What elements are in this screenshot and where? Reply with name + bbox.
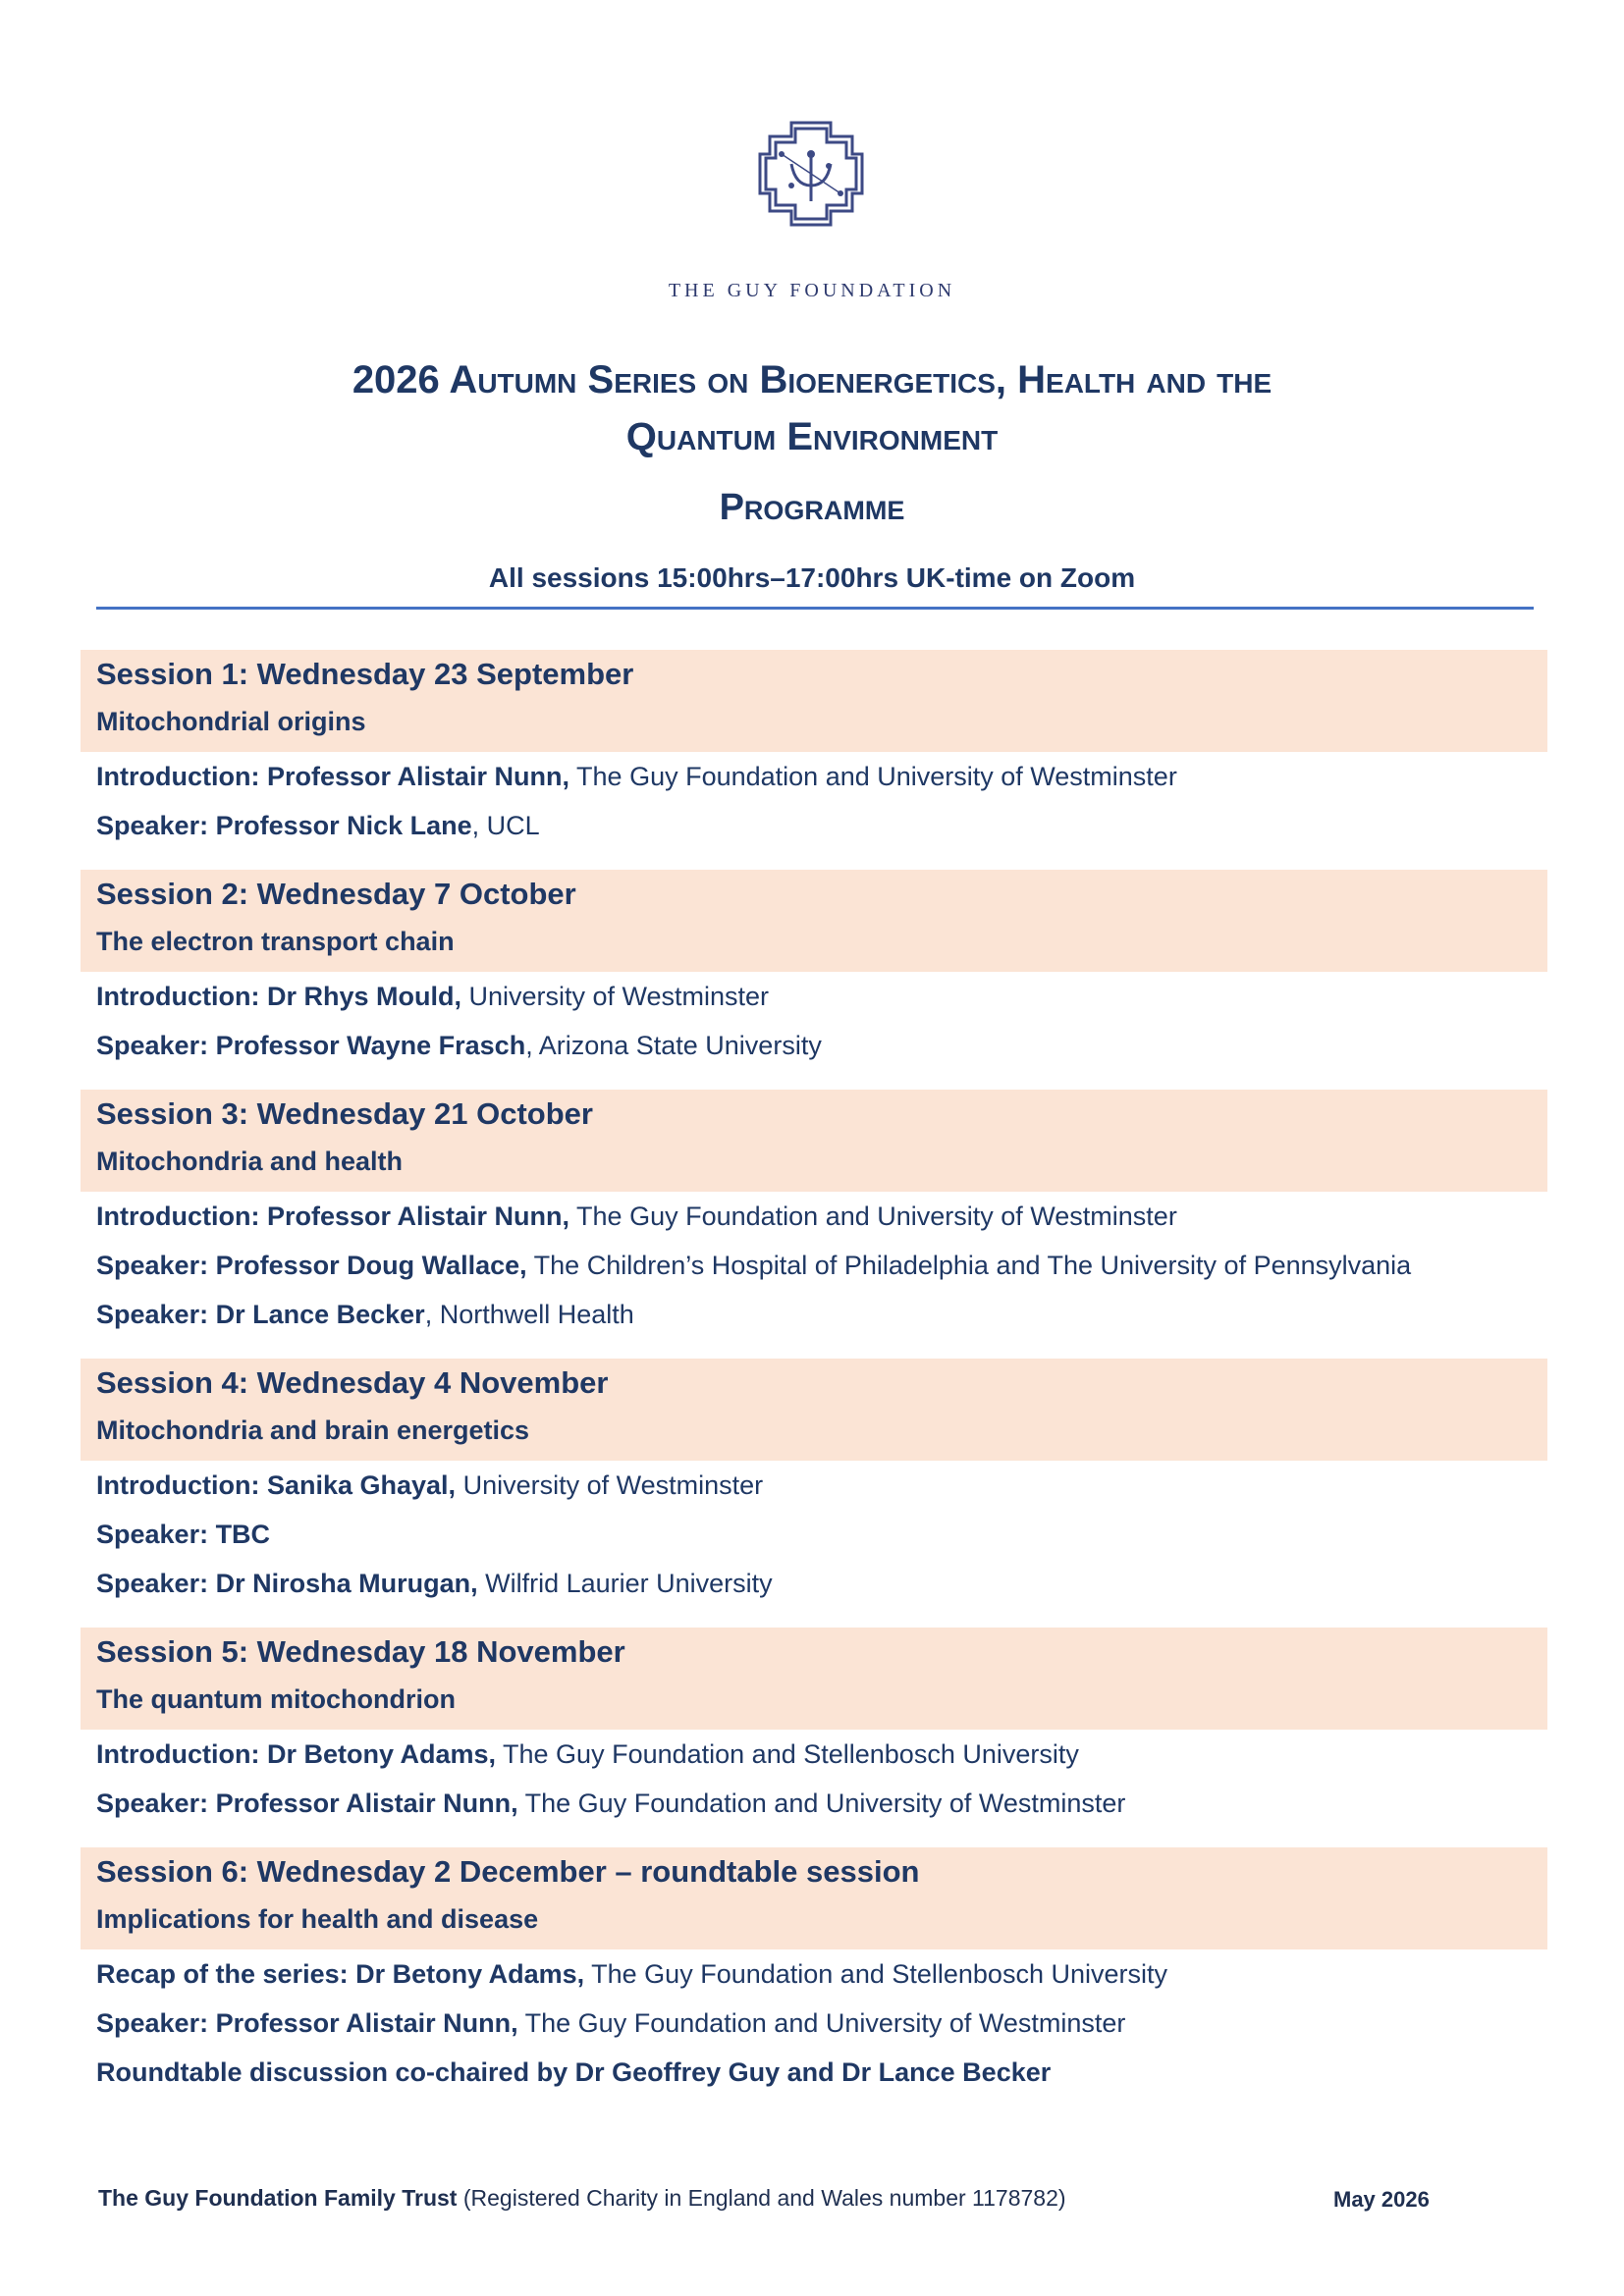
- session-row: [81, 1241, 1547, 1290]
- session-5: [81, 1628, 1547, 1828]
- session-title: Session 2: Wednesday 7 October: [96, 877, 576, 911]
- affiliation: The Guy Foundation and University of Westminster: [517, 2008, 1126, 2038]
- session-header: [81, 1628, 1547, 1730]
- role-name: Speaker: Professor Doug Wallace,: [96, 1251, 527, 1280]
- affiliation: The Guy Foundation and University of Westminster: [569, 762, 1177, 791]
- footer-date: May 2026: [1333, 2187, 1430, 2212]
- role-name: Speaker: Dr Lance Becker: [96, 1300, 425, 1329]
- affiliation: The Children’s Hospital of Philadelphia and The University of Pennsylvania: [526, 1251, 1412, 1280]
- session-row: [81, 752, 1547, 801]
- role-name: Speaker: Professor Wayne Frasch: [96, 1031, 526, 1060]
- session-topic: Mitochondria and brain energetics: [96, 1415, 530, 1445]
- role-name: Recap of the series: Dr Betony Adams,: [96, 1959, 585, 1989]
- affiliation: , UCL: [471, 811, 540, 840]
- session-1: [81, 650, 1547, 850]
- affiliation: , Arizona State University: [525, 1031, 822, 1060]
- session-header: [81, 1359, 1547, 1461]
- session-row: [81, 1779, 1547, 1828]
- affiliation: The Guy Foundation and Stellenbosch University: [496, 1739, 1079, 1769]
- session-row: [81, 1949, 1547, 1999]
- session-2: [81, 870, 1547, 1070]
- session-row: [81, 1461, 1547, 1510]
- session-row: [81, 1290, 1547, 1339]
- affiliation: The Guy Foundation and University of Westminster: [517, 1789, 1126, 1818]
- series-title-line-2: Quantum Environment: [625, 415, 999, 458]
- role-name: Introduction: Professor Alistair Nunn,: [96, 762, 570, 791]
- role-name: Introduction: Dr Betony Adams,: [96, 1739, 497, 1769]
- affiliation: Wilfrid Laurier University: [477, 1569, 773, 1598]
- session-header: [81, 1090, 1547, 1192]
- session-topic: Mitochondrial origins: [96, 707, 366, 736]
- footer-charity-info: [98, 2185, 1066, 2212]
- affiliation: , Northwell Health: [424, 1300, 634, 1329]
- header-divider: [96, 607, 1534, 610]
- session-row: [81, 972, 1547, 1021]
- programme-heading: Programme: [719, 487, 905, 528]
- session-row: [81, 1192, 1547, 1241]
- trust-name: The Guy Foundation Family Trust: [98, 2185, 458, 2211]
- session-topic: Mitochondria and health: [96, 1147, 404, 1176]
- session-4: [81, 1359, 1547, 1608]
- role-name: Speaker: Professor Nick Lane: [96, 811, 472, 840]
- role-name: Speaker: Professor Alistair Nunn,: [96, 1789, 518, 1818]
- affiliation: The Guy Foundation and University of Westminster: [569, 1201, 1177, 1231]
- session-row: [81, 1021, 1547, 1070]
- session-title: Session 3: Wednesday 21 October: [96, 1096, 593, 1131]
- session-topic: The electron transport chain: [96, 927, 455, 956]
- session-row: [81, 801, 1547, 850]
- session-title: Session 1: Wednesday 23 September: [96, 657, 634, 691]
- session-row: [81, 1559, 1547, 1608]
- session-row: [81, 2048, 1547, 2097]
- session-title: Session 4: Wednesday 4 November: [96, 1365, 609, 1400]
- affiliation: The Guy Foundation and Stellenbosch University: [584, 1959, 1167, 1989]
- session-row: [81, 1999, 1547, 2048]
- guy-foundation-logo-icon: [752, 115, 870, 233]
- session-3: [81, 1090, 1547, 1339]
- session-row: [81, 1510, 1547, 1559]
- affiliation: University of Westminster: [456, 1470, 764, 1500]
- session-row: [81, 1730, 1547, 1779]
- organisation-name: THE GUY FOUNDATION: [668, 280, 956, 301]
- session-header: [81, 870, 1547, 972]
- session-title: Session 5: Wednesday 18 November: [96, 1634, 625, 1669]
- role-name: Introduction: Professor Alistair Nunn,: [96, 1201, 570, 1231]
- role-name: Speaker: Dr Nirosha Murugan,: [96, 1569, 478, 1598]
- charity-registration: (Registered Charity in England and Wales number 1178782): [457, 2185, 1066, 2211]
- session-header: [81, 650, 1547, 752]
- session-title: Session 6: Wednesday 2 December – roundtable session: [96, 1854, 920, 1889]
- session-topic: The quantum mitochondrion: [96, 1684, 456, 1714]
- role-name: Introduction: Sanika Ghayal,: [96, 1470, 457, 1500]
- affiliation: University of Westminster: [460, 982, 770, 1011]
- role-name: Speaker: TBC: [96, 1520, 271, 1549]
- session-topic: Implications for health and disease: [96, 1904, 539, 1934]
- role-name: Speaker: Professor Alistair Nunn,: [96, 2008, 518, 2038]
- session-6: [81, 1847, 1547, 2097]
- role-name: Introduction: Dr Rhys Mould,: [96, 982, 461, 1011]
- series-title-line-1: 2026 Autumn Series on Bioenergetics, Health and the: [352, 358, 1272, 401]
- session-header: [81, 1847, 1547, 1949]
- session-times: All sessions 15:00hrs–17:00hrs UK-time on Zoom: [488, 562, 1136, 593]
- role-name: Roundtable discussion co-chaired by Dr Geoffrey Guy and Dr Lance Becker: [96, 2057, 1052, 2087]
